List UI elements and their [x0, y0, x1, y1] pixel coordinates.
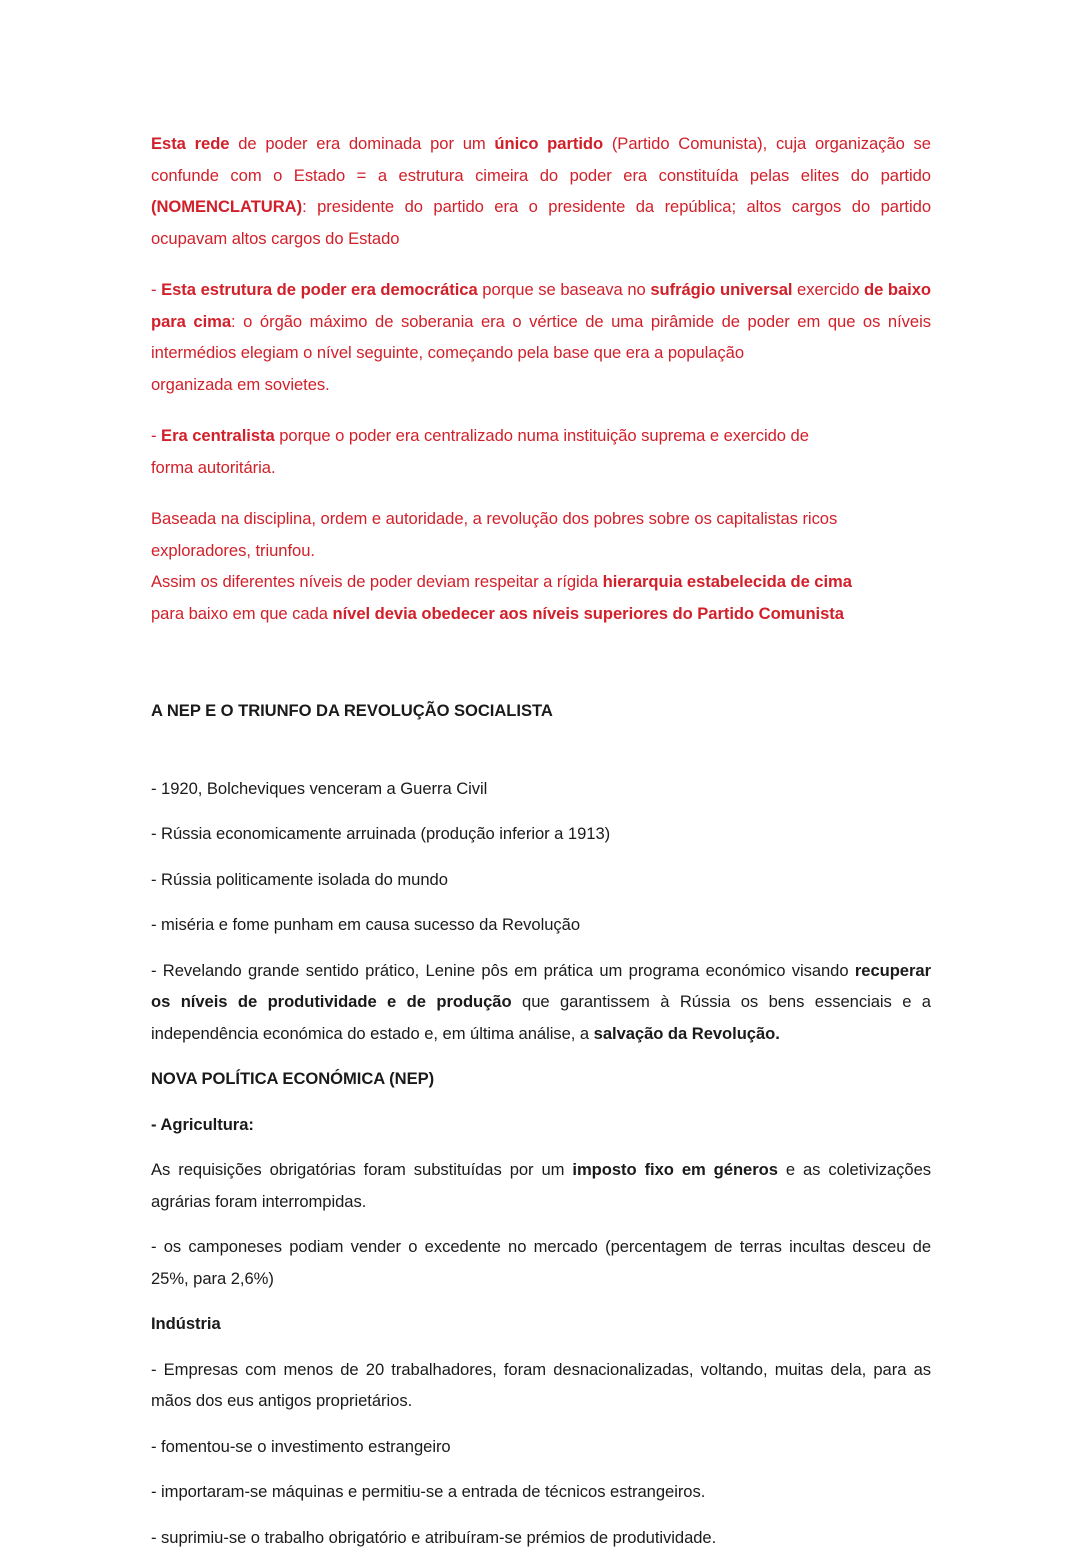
- spacer: [151, 850, 931, 864]
- text-p2-1: porque se baseava no: [478, 280, 651, 299]
- heading-industria: Indústria: [151, 1308, 931, 1340]
- text-p1-1: de poder era dominada por um: [229, 134, 494, 153]
- bold-de-baixo-para-cima: de baixo para cima: [151, 280, 931, 331]
- paragraph-baseada-disciplina-line1: Baseada na disciplina, ordem e autoridade, a revolução dos pobres sobre os capitalistas ricos: [151, 503, 931, 535]
- text-p6-2: e as coletivizações agrárias foram interrompidas.: [151, 1160, 931, 1211]
- text-p6-1: As requisições obrigatórias foram substituídas por um: [151, 1160, 572, 1179]
- spacer: [151, 941, 931, 955]
- bold-recuperar-niveis: recuperar os níveis de produtividade e de produção: [151, 961, 931, 1012]
- bold-salvacao-revolucao: salvação da Revolução.: [594, 1024, 780, 1043]
- spacer: [151, 1095, 931, 1109]
- spacer: [151, 895, 931, 909]
- spacer: [151, 1217, 931, 1231]
- text-p1-3: : presidente do partido era o presidente da república; altos cargos do partido ocupavam altos cargos do Estado: [151, 197, 931, 248]
- paragraph-estrutura-democratica: [151, 274, 931, 369]
- spacer: [151, 1140, 931, 1154]
- paragraph-organizada-sovietes: organizada em sovietes.: [151, 369, 931, 401]
- spacer: [151, 254, 931, 274]
- heading-nova-politica-economica: NOVA POLÍTICA ECONÓMICA (NEP): [151, 1063, 931, 1095]
- text-p5-1: - Revelando grande sentido prático, Lenine pôs em prática um programa económico visando: [151, 961, 855, 980]
- heading-nep-triunfo: A NEP E O TRIUNFO DA REVOLUÇÃO SOCIALISTA: [151, 695, 931, 727]
- bold-sufragio-universal: sufrágio universal: [650, 280, 792, 299]
- spacer: [151, 400, 931, 420]
- text-p5-2: que garantissem à Rússia os bens essenciais e a independência económica do estado e, em última análise, a: [151, 992, 931, 1043]
- spacer: [151, 804, 931, 818]
- paragraph-revelando-sentido-pratico: [151, 955, 931, 1050]
- spacer: [151, 1417, 931, 1431]
- bold-esta-rede: Esta rede: [151, 134, 229, 153]
- paragraph-requisicoes-obrigatorias: [151, 1154, 931, 1217]
- text-p3-dash: -: [151, 426, 161, 445]
- document-body: [151, 128, 931, 1553]
- spacer-after-nep-heading: [151, 727, 931, 773]
- list-item-russia-arruinada: - Rússia economicamente arruinada (produção inferior a 1913): [151, 818, 931, 850]
- text-p4-4a: para baixo em que cada: [151, 604, 333, 623]
- paragraph-forma-autoritaria: forma autoritária.: [151, 452, 931, 484]
- spacer: [151, 1508, 931, 1522]
- text-p4-3a: Assim os diferentes níveis de poder deviam respeitar a rígida: [151, 572, 603, 591]
- paragraph-camponeses-excedente: - os camponeses podiam vender o excedente no mercado (percentagem de terras incultas desceu de 25%, para 2,6%): [151, 1231, 931, 1294]
- spacer-before-nep-heading: [151, 629, 931, 695]
- list-item-importaram-maquinas: - importaram-se máquinas e permitiu-se a entrada de técnicos estrangeiros.: [151, 1476, 931, 1508]
- spacer: [151, 1049, 931, 1063]
- list-item-russia-isolada: - Rússia politicamente isolada do mundo: [151, 864, 931, 896]
- paragraph-esta-rede: [151, 128, 931, 254]
- paragraph-hierarquia-line1: [151, 566, 931, 598]
- spacer: [151, 1340, 931, 1354]
- list-item-investimento-estrangeiro: - fomentou-se o investimento estrangeiro: [151, 1431, 931, 1463]
- paragraph-baseada-disciplina-line2: exploradores, triunfou.: [151, 535, 931, 567]
- bold-unico-partido: único partido: [494, 134, 603, 153]
- spacer: [151, 1294, 931, 1308]
- list-item-suprimiu-trabalho-obrigatorio: - suprimiu-se o trabalho obrigatório e atribuíram-se prémios de produtividade.: [151, 1522, 931, 1553]
- text-p2-2: exercido: [792, 280, 864, 299]
- text-p2-3: : o órgão máximo de soberania era o vértice de uma pirâmide de poder em que os níveis intermédios elegiam o nível seguinte, começando pela base que era a população: [151, 312, 931, 363]
- text-p3-1: porque o poder era centralizado numa instituição suprema e exercido de: [275, 426, 809, 445]
- bold-nivel-devia-obedecer: nível devia obedecer aos níveis superiores do Partido Comunista: [333, 604, 844, 623]
- paragraph-empresas-desnacionalizadas: - Empresas com menos de 20 trabalhadores, foram desnacionalizadas, voltando, muitas dela, para as mãos dos eus antigos proprietários.: [151, 1354, 931, 1417]
- bold-imposto-fixo-generos: imposto fixo em géneros: [572, 1160, 777, 1179]
- spacer: [151, 1462, 931, 1476]
- paragraph-hierarquia-line2: [151, 598, 931, 630]
- list-item-1920-guerra-civil: - 1920, Bolcheviques venceram a Guerra Civil: [151, 773, 931, 805]
- paragraph-era-centralista: [151, 420, 931, 452]
- bold-nomenclatura: (NOMENCLATURA): [151, 197, 302, 216]
- bold-era-centralista: Era centralista: [161, 426, 275, 445]
- bold-hierarquia-estabelecida: hierarquia estabelecida de cima: [603, 572, 852, 591]
- text-p2-dash: -: [151, 280, 161, 299]
- text-p1-2: (Partido Comunista), cuja organização se confunde com o Estado = a estrutura cimeira do poder era constituída pelas elites do partido: [151, 134, 931, 185]
- spacer: [151, 483, 931, 503]
- list-item-miseria-fome: - miséria e fome punham em causa sucesso da Revolução: [151, 909, 931, 941]
- bold-estrutura-democratica: Esta estrutura de poder era democrática: [161, 280, 478, 299]
- heading-agricultura: - Agricultura:: [151, 1109, 931, 1141]
